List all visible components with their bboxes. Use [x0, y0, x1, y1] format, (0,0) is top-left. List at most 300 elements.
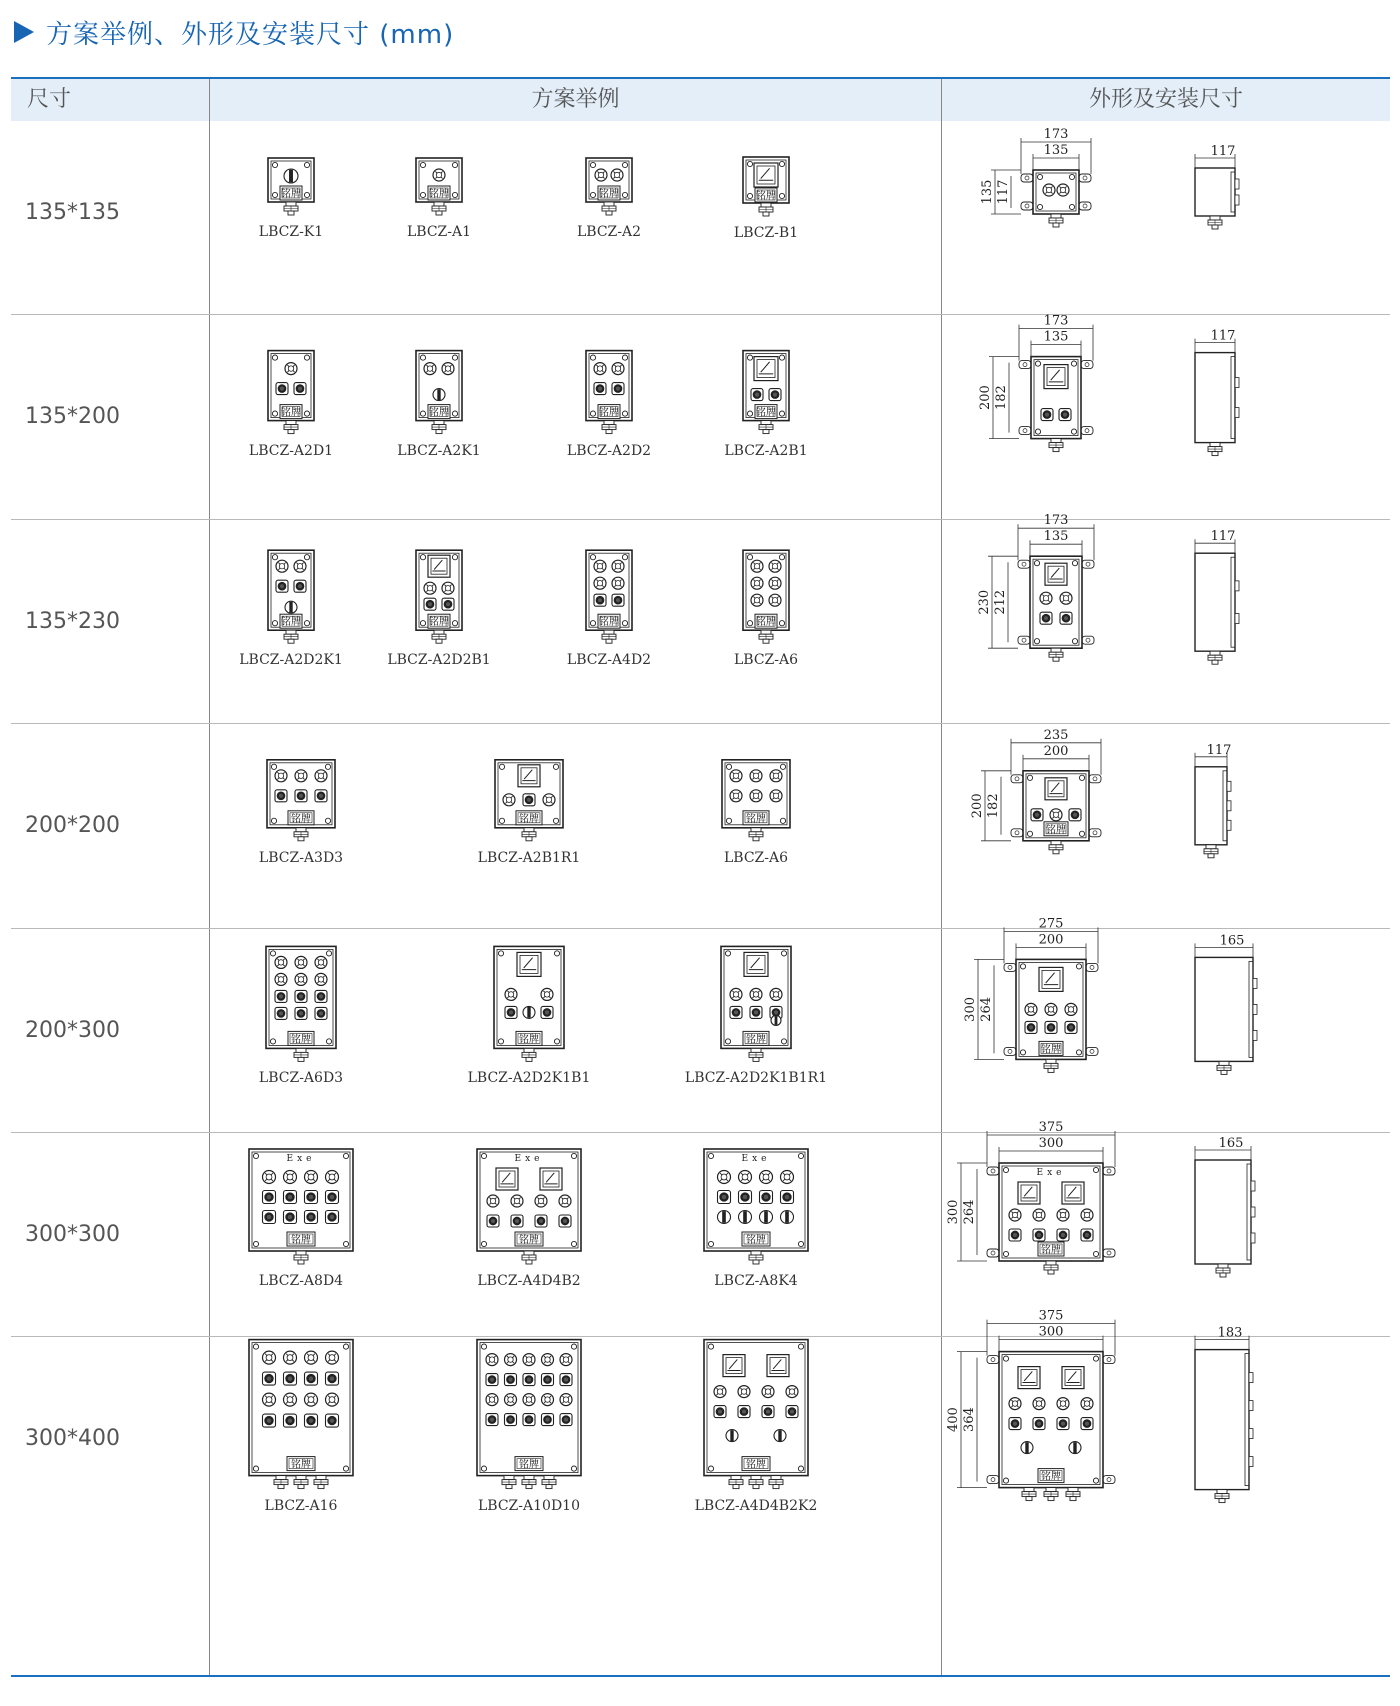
dimension-value: 135 — [980, 179, 995, 205]
model-label: LBCZ-A2B1 — [724, 442, 808, 459]
nameplate-text: 铭牌 — [1041, 1245, 1061, 1256]
nameplate-text: 铭牌 — [1041, 1471, 1061, 1483]
model-label: LBCZ-A6D3 — [258, 1069, 344, 1086]
enclosure-drawing — [1016, 959, 1086, 1059]
model-label: LBCZ-A3D3 — [258, 849, 344, 866]
dimension-value: 173 — [1043, 512, 1069, 528]
dimension-drawing — [951, 512, 1381, 724]
cable-gland-icon — [749, 1251, 763, 1264]
dimension-value: 173 — [1043, 127, 1069, 142]
scheme-example — [681, 929, 831, 1133]
depth-value: 165 — [1218, 1136, 1244, 1151]
enclosure-svg — [681, 1133, 831, 1337]
dimension-value: 182 — [994, 385, 1009, 411]
side-view — [1195, 957, 1257, 1061]
dimension-value: 135 — [1043, 528, 1069, 544]
cable-gland-icon — [1049, 214, 1063, 227]
enclosure-drawing — [416, 351, 462, 421]
meter-icon — [754, 357, 778, 381]
meter-icon — [723, 1355, 745, 1377]
model-label: LBCZ-A10D10 — [478, 1497, 580, 1514]
cable-gland-icon — [1044, 1261, 1058, 1274]
enclosure-svg — [691, 315, 841, 519]
model-label: LBCZ-A4D4B2K2 — [694, 1497, 818, 1514]
dimension-value: 182 — [986, 793, 1001, 819]
enclosure-svg — [364, 520, 514, 724]
nameplate-text: 铭牌 — [281, 189, 301, 200]
dimension-svg — [951, 111, 1381, 315]
nameplate-text: 铭牌 — [281, 616, 301, 628]
nameplate-text: 铭牌 — [756, 616, 776, 628]
scheme-example — [364, 315, 514, 519]
scheme-example — [681, 1337, 831, 1541]
enclosure-drawing — [721, 946, 791, 1048]
nameplate-text: 铭牌 — [746, 1459, 766, 1471]
side-view — [1195, 168, 1239, 216]
dimension-value: 400 — [946, 1407, 961, 1433]
meter-icon — [1045, 563, 1067, 585]
cable-gland-icon — [759, 421, 773, 434]
nameplate-text: 铭牌 — [746, 1235, 766, 1246]
cable-gland-icon — [294, 1476, 308, 1489]
enclosure-drawing — [586, 351, 632, 421]
enclosure-drawing — [743, 550, 789, 630]
nameplate — [742, 1232, 770, 1246]
enclosure-svg — [691, 520, 841, 724]
model-label: LBCZ-A2D2K1B1R1 — [684, 1069, 828, 1086]
cable-gland-icon — [522, 1048, 536, 1061]
dimension-value: 264 — [962, 1199, 977, 1225]
cable-gland-icon — [602, 421, 616, 434]
enclosure-drawing — [1023, 771, 1089, 841]
dimension-value: 200 — [1043, 743, 1069, 759]
nameplate — [428, 405, 450, 419]
enclosure-svg — [681, 724, 831, 928]
cable-gland-icon — [294, 1251, 308, 1264]
cable-gland-icon — [1208, 651, 1222, 664]
cable-gland-icon — [432, 630, 446, 643]
enclosure-svg — [364, 111, 514, 315]
dimension-svg — [946, 1120, 1381, 1337]
dimension-value: 300 — [1038, 1136, 1064, 1151]
cable-gland-icon — [522, 1476, 536, 1489]
meter-icon — [744, 952, 768, 976]
cable-gland-icon — [294, 828, 308, 841]
cable-gland-icon — [542, 1476, 556, 1489]
side-view — [1195, 353, 1239, 443]
nameplate — [743, 1031, 769, 1045]
nameplate-text: 铭牌 — [291, 813, 311, 825]
depth-value: 117 — [1210, 528, 1236, 544]
table-row — [11, 111, 1390, 315]
nameplate-text: 铭牌 — [291, 1235, 311, 1246]
cable-gland-icon — [759, 630, 773, 643]
model-label: LBCZ-A2D1 — [248, 442, 334, 459]
enclosure-drawing — [586, 158, 632, 202]
nameplate — [515, 1232, 543, 1246]
meter-icon — [767, 1355, 789, 1377]
dimension-svg — [951, 512, 1381, 724]
cable-gland-icon — [502, 1476, 516, 1489]
dimension-value: 200 — [1038, 931, 1064, 947]
enclosure-svg — [216, 315, 366, 519]
model-label: LBCZ-A2 — [576, 224, 642, 240]
nameplate — [280, 614, 302, 628]
nameplate — [598, 186, 620, 200]
cable-gland-icon — [749, 1476, 763, 1489]
cable-gland-icon — [432, 421, 446, 434]
scheme-example — [534, 315, 684, 519]
cable-gland-icon — [284, 202, 298, 215]
nameplate-text: 铭牌 — [599, 189, 619, 200]
cable-gland-icon — [1066, 1488, 1080, 1501]
scheme-example — [681, 724, 831, 928]
depth-value: 117 — [1210, 144, 1236, 159]
nameplate-text: 铭牌 — [1046, 824, 1066, 836]
enclosure-drawing — [494, 946, 564, 1048]
cable-gland-icon — [1217, 1061, 1231, 1074]
model-label: LBCZ-A2K1 — [397, 442, 481, 459]
cable-gland-icon — [1044, 1488, 1058, 1501]
dimension-value: 300 — [963, 996, 978, 1022]
nameplate-text: 铭牌 — [429, 407, 449, 419]
enclosure-svg — [454, 929, 604, 1133]
size-cell: 200*300 — [25, 1017, 120, 1043]
meter-icon — [1018, 1182, 1040, 1204]
cable-gland-icon — [1215, 1490, 1229, 1503]
enclosure-drawing — [704, 1149, 808, 1251]
size-cell: 300*300 — [25, 1222, 120, 1247]
cable-gland-icon — [1049, 439, 1063, 452]
cable-gland-icon — [729, 1476, 743, 1489]
exe-mark: Exe — [286, 1154, 316, 1164]
section-title-text: 方案举例、外形及安装尺寸 (mm) — [46, 19, 455, 50]
scheme-example — [216, 111, 366, 315]
table-row — [11, 1308, 1390, 1541]
nameplate — [280, 405, 302, 419]
nameplate — [428, 186, 450, 200]
enclosure-drawing — [999, 1352, 1103, 1488]
nameplate-text: 铭牌 — [1041, 1043, 1061, 1055]
meter-icon — [517, 952, 541, 976]
model-label: LBCZ-A8K4 — [714, 1273, 798, 1289]
nameplate-text: 铭牌 — [599, 616, 619, 628]
nameplate-text: 铭牌 — [519, 1235, 539, 1246]
size-cell: 300*400 — [25, 1426, 120, 1452]
scheme-example — [364, 111, 514, 315]
table-row — [11, 512, 1390, 724]
nameplate — [1038, 1469, 1064, 1483]
nameplate-text: 铭牌 — [519, 1459, 539, 1471]
size-cell: 135*135 — [25, 200, 120, 225]
side-view — [1195, 1350, 1253, 1490]
enclosure-drawing — [249, 1340, 353, 1476]
cable-gland-icon — [1208, 443, 1222, 456]
model-label: LBCZ-A2B1R1 — [477, 849, 581, 866]
scheme-example — [534, 520, 684, 724]
dimension-drawing — [946, 1308, 1381, 1541]
side-view — [1195, 1160, 1255, 1264]
nameplate-text: 铭牌 — [519, 813, 539, 825]
depth-value: 165 — [1219, 932, 1245, 948]
dimension-value: 264 — [979, 996, 994, 1022]
model-label: LBCZ-A2D2K1 — [239, 651, 343, 668]
model-label: LBCZ-A16 — [264, 1497, 338, 1514]
cable-gland-icon — [1208, 216, 1222, 229]
enclosure-drawing — [267, 760, 335, 828]
cable-gland-icon — [1044, 1059, 1058, 1072]
size-cell: 135*230 — [25, 608, 120, 634]
enclosure-drawing — [268, 158, 314, 202]
enclosure-drawing — [743, 157, 789, 203]
nameplate-text: 铭牌 — [281, 407, 301, 419]
model-label: LBCZ-A4D2 — [566, 651, 652, 668]
scheme-example — [226, 1337, 376, 1541]
cable-gland-icon — [284, 630, 298, 643]
dimension-svg — [951, 724, 1381, 928]
dimension-value: 230 — [977, 589, 992, 615]
meter-icon — [1062, 1182, 1084, 1204]
dimension-drawing — [951, 724, 1381, 928]
nameplate — [1044, 822, 1068, 836]
enclosure-drawing — [477, 1340, 581, 1476]
nameplate-text: 铭牌 — [519, 1033, 539, 1045]
enclosure-drawing — [999, 1163, 1103, 1261]
exe-mark: Exe — [514, 1154, 544, 1164]
enclosure-svg — [226, 1133, 376, 1337]
nameplate-text: 铭牌 — [429, 616, 449, 628]
scheme-example — [226, 929, 376, 1133]
cable-gland-icon — [759, 203, 773, 216]
nameplate-text: 铭牌 — [291, 1033, 311, 1045]
scheme-example — [216, 520, 366, 724]
model-label: LBCZ-A2D2 — [566, 442, 652, 459]
size-cell: 135*200 — [25, 404, 120, 430]
nameplate-text: 铭牌 — [746, 1033, 766, 1045]
nameplate — [743, 811, 769, 825]
play-triangle-icon — [14, 21, 34, 43]
scheme-example — [691, 315, 841, 519]
nameplate-text: 铭牌 — [746, 813, 766, 825]
table-row — [11, 1120, 1390, 1337]
cable-gland-icon — [522, 828, 536, 841]
dimension-value: 300 — [1038, 1324, 1064, 1340]
nameplate — [598, 405, 620, 419]
dimension-value: 135 — [1043, 143, 1069, 158]
dimension-drawing — [951, 915, 1381, 1133]
section-title — [14, 14, 454, 50]
scheme-example — [691, 520, 841, 724]
nameplate-text: 铭牌 — [291, 1459, 311, 1471]
nameplate-text: 铭牌 — [599, 407, 619, 419]
enclosure-drawing — [586, 550, 632, 630]
enclosure-svg — [691, 111, 841, 315]
dimension-drawing — [951, 315, 1381, 519]
scheme-example — [454, 1337, 604, 1541]
dimension-drawing — [946, 1120, 1381, 1337]
nameplate — [1038, 1242, 1064, 1256]
meter-icon — [540, 1168, 562, 1190]
meter-icon — [1044, 365, 1068, 389]
model-label: LBCZ-B1 — [733, 225, 799, 241]
dimension-svg — [946, 1308, 1381, 1541]
cable-gland-icon — [1216, 1264, 1230, 1277]
depth-value: 183 — [1217, 1325, 1243, 1341]
cable-gland-icon — [294, 1048, 308, 1061]
scheme-example — [681, 1133, 831, 1337]
cable-gland-icon — [749, 1048, 763, 1061]
cable-gland-icon — [432, 202, 446, 215]
meter-icon — [428, 555, 450, 577]
scheme-example — [216, 315, 366, 519]
nameplate — [516, 1031, 542, 1045]
cable-gland-icon — [522, 1251, 536, 1264]
enclosure-drawing — [477, 1149, 581, 1251]
enclosure-svg — [216, 111, 366, 315]
model-label: LBCZ-A2D2K1B1 — [467, 1069, 591, 1086]
model-label: LBCZ-A6 — [733, 651, 799, 668]
dimension-svg — [951, 915, 1381, 1133]
side-view — [1195, 553, 1239, 651]
dimension-value: 173 — [1043, 313, 1069, 329]
meter-icon — [496, 1168, 518, 1190]
size-cell: 200*200 — [25, 813, 120, 839]
nameplate — [755, 188, 777, 202]
dimension-value: 200 — [978, 385, 993, 411]
nameplate — [287, 1232, 315, 1246]
enclosure-drawing — [1030, 556, 1082, 648]
nameplate — [742, 1457, 770, 1471]
dimension-value: 300 — [946, 1199, 961, 1225]
cable-gland-icon — [314, 1476, 328, 1489]
nameplate — [428, 614, 450, 628]
table-row — [11, 915, 1390, 1133]
enclosure-drawing — [495, 760, 563, 828]
meter-icon — [1039, 967, 1063, 991]
dimension-value: 212 — [993, 589, 1008, 615]
meter-icon — [1045, 778, 1067, 800]
nameplate — [515, 1457, 543, 1471]
meter-icon — [754, 163, 778, 187]
dimension-drawing — [951, 111, 1381, 315]
model-label: LBCZ-A1 — [406, 224, 472, 240]
cable-gland-icon — [1204, 845, 1218, 858]
cable-gland-icon — [749, 828, 763, 841]
meter-icon — [518, 765, 540, 787]
scheme-example — [226, 724, 376, 928]
enclosure-svg — [216, 520, 366, 724]
dimension-value: 375 — [1038, 1120, 1064, 1135]
scheme-example — [454, 929, 604, 1133]
table-row — [11, 724, 1390, 928]
cable-gland-icon — [602, 202, 616, 215]
nameplate — [516, 811, 542, 825]
enclosure-svg — [364, 315, 514, 519]
scheme-example — [454, 1133, 604, 1337]
nameplate — [287, 1457, 315, 1471]
side-view — [1195, 767, 1231, 845]
enclosure-svg — [534, 315, 684, 519]
cable-gland-icon — [769, 1476, 783, 1489]
cable-gland-icon — [274, 1476, 288, 1489]
enclosure-drawing — [722, 760, 790, 828]
model-label: LBCZ-A4D4B2 — [477, 1273, 581, 1289]
enclosure-drawing — [416, 158, 462, 202]
enclosure-svg — [226, 929, 376, 1133]
nameplate — [280, 186, 302, 200]
dimension-value: 235 — [1043, 727, 1069, 743]
enclosure-drawing — [266, 946, 336, 1048]
scheme-example — [454, 724, 604, 928]
nameplate — [755, 614, 777, 628]
enclosure-drawing — [249, 1149, 353, 1251]
nameplate — [288, 811, 314, 825]
enclosure-svg — [534, 111, 684, 315]
meter-icon — [1062, 1367, 1084, 1389]
scheme-example — [534, 111, 684, 315]
nameplate — [755, 405, 777, 419]
cable-gland-icon — [1049, 648, 1063, 661]
nameplate — [288, 1031, 314, 1045]
dimension-value: 275 — [1038, 915, 1064, 931]
enclosure-svg — [454, 1133, 604, 1337]
enclosure-drawing — [704, 1340, 808, 1476]
enclosure-svg — [534, 520, 684, 724]
dimension-svg — [951, 315, 1381, 519]
cable-gland-icon — [1049, 841, 1063, 854]
nameplate — [598, 614, 620, 628]
cable-gland-icon — [602, 630, 616, 643]
scheme-example — [691, 111, 841, 315]
model-label: LBCZ-A2D2B1 — [387, 651, 491, 668]
scheme-example — [364, 520, 514, 724]
dimension-value: 375 — [1038, 1308, 1064, 1324]
header-dimensions: 外形及安装尺寸 — [1088, 87, 1243, 112]
enclosure-svg — [454, 724, 604, 928]
enclosure-svg — [681, 929, 831, 1133]
enclosure-drawing — [1031, 357, 1081, 439]
model-label: LBCZ-A6 — [723, 849, 789, 866]
enclosure-drawing — [1033, 170, 1079, 214]
exe-mark: Exe — [741, 1154, 771, 1164]
enclosure-drawing — [268, 550, 314, 630]
header-examples: 方案举例 — [531, 87, 620, 112]
nameplate-text: 铭牌 — [756, 407, 776, 419]
header-size: 尺寸 — [27, 87, 72, 112]
model-label: LBCZ-K1 — [258, 224, 324, 240]
depth-value: 117 — [1206, 742, 1232, 758]
enclosure-drawing — [743, 351, 789, 421]
spec-table — [11, 77, 1390, 1677]
nameplate-text: 铭牌 — [429, 189, 449, 200]
nameplate-text: 铭牌 — [756, 191, 776, 202]
dimension-value: 364 — [962, 1407, 977, 1433]
table-bottom-rule — [11, 1675, 1390, 1677]
model-label: LBCZ-A8D4 — [258, 1273, 344, 1289]
enclosure-drawing — [268, 351, 314, 421]
cable-gland-icon — [1022, 1488, 1036, 1501]
meter-icon — [1018, 1367, 1040, 1389]
dimension-value: 117 — [996, 179, 1011, 205]
cable-gland-icon — [284, 421, 298, 434]
enclosure-svg — [226, 724, 376, 928]
dimension-value: 135 — [1043, 329, 1069, 345]
exe-mark: Exe — [1036, 1168, 1066, 1178]
enclosure-drawing — [416, 550, 462, 630]
scheme-example — [226, 1133, 376, 1337]
dimension-value: 200 — [970, 793, 985, 819]
table-row — [11, 315, 1390, 519]
